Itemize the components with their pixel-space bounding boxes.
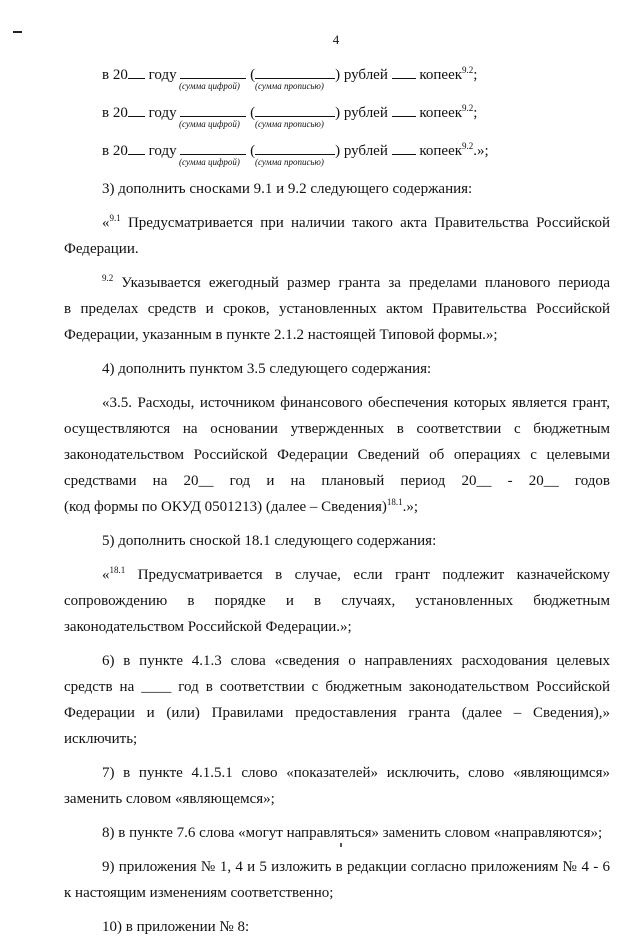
hint-digits: (сумма цифрой): [179, 157, 240, 167]
sum-row: в 20 году ( ) рублей копеек$^{9.2}$; (сумма цифрой) (сумма прописью): [102, 103, 478, 129]
item-8: 8) в пункте 7.6 слова «могут направляться» заменить словом «направляются»;: [102, 825, 603, 841]
sum-row: в 20 году ( ) рублей копеек$^{9.2}$.»; (сумма цифрой) (сумма прописью): [102, 141, 489, 167]
hint-words: (сумма прописью): [255, 81, 324, 91]
item-4: 4) дополнить пунктом 3.5 следующего содержания:: [102, 361, 432, 377]
clause-3-5: «3.5. Расходы, источником финансового обеспечения которых является грант,: [102, 395, 610, 411]
hint-words: (сумма прописью): [255, 157, 324, 167]
item-3: 3) дополнить сносками 9.1 и 9.2 следующего содержания:: [102, 181, 473, 197]
item-10: 10) в приложении № 8:: [102, 919, 250, 935]
footnote-18-1: «$^{18.1}$ Предусматривается в случае, если грант подлежит казначейскому: [102, 565, 610, 583]
scan-mark: [340, 843, 342, 847]
hint-digits: (сумма цифрой): [179, 119, 240, 129]
hint-words: (сумма прописью): [255, 119, 324, 129]
page-number: 4: [332, 32, 340, 47]
sum-row: в 20 году ( ) рублей копеек$^{9.2}$; (сумма цифрой) (сумма прописью): [102, 65, 478, 91]
document-body: в 20 году ( ) рублей копеек$^{9.2}$; (сумма цифрой) (сумма прописью) в 20 году ( ) рублей копеек$^{9.2}$; (сумма цифрой) (сумма прописью) в 20 году ( ) рублей копеек$^{9.2}$.»; (сумма цифрой) (сумма прописью) 3) дополнить сносками 9.1 и 9.2 следующего содержания: «$^{9.1}$ Предусматривается при наличии такого акта Правительства Российской Федерации. $^{9.2}$ Указывается ежегодный размер гранта за пределами планового периода в пределах средств и сроков, установленных актом Правительства Российской Федерации, указанным в пункте 2.1.2 настоящей Типовой формы.»; 4) дополнить пунктом 3.5 следующего содержания: «3.5. Расходы, источником финансового обеспечения которых является грант, осуществляются на основании утвержденных в соответствии с бюджетным законодательством Российской Федерации Сведений об операциях с целевыми средствами на 20__ год и на плановый период 20__ - 20__ годов (код формы по ОКУД 0501213) (далее – Сведения)$^{18.1}$.»; 5) дополнить сноской 18.1 следующего содержания: «$^{18.1}$ Предусматривается в случае, если грант подлежит казначейскому сопровождению в порядке и в случаях, установленных бюджетным законодательством Российской Федерации.»; 6) в пункте 4.1.3 слова «сведения о направлениях расходования целевых средств на ____ год в соответствии с бюджетным законодательством Российской Федерации и (или) Правилами предоставления гранта (далее – Сведения),» исключить; 7) в пункте 4.1.5.1 слово «показателей» исключить, слово «являющимся» заменить словом «являющемся»; 8) в пункте 7.6 слова «могут направляться» заменить словом «направляются»; 9) приложения № 1, 4 и 5 изложить в редакции согласно приложениям № 4 - 6 к настоящим изменениям соответственно; 10) в приложении № 8:: [64, 62, 610, 940]
footnote-9-2: $^{9.2}$ Указывается ежегодный размер гранта за пределами планового периода: [102, 273, 610, 291]
hint-digits: (сумма цифрой): [179, 81, 240, 91]
footnote-9-1: «$^{9.1}$ Предусматривается при наличии такого акта Правительства Российской: [102, 213, 610, 231]
item-7: 7) в пункте 4.1.5.1 слово «показателей» исключить, слово «являющимся»: [102, 765, 610, 781]
item-6: 6) в пункте 4.1.3 слова «сведения о направлениях расходования целевых: [102, 653, 610, 669]
item-9: 9) приложения № 1, 4 и 5 изложить в редакции согласно приложениям № 4 - 6: [102, 859, 610, 875]
item-5: 5) дополнить сноской 18.1 следующего содержания:: [102, 533, 437, 549]
